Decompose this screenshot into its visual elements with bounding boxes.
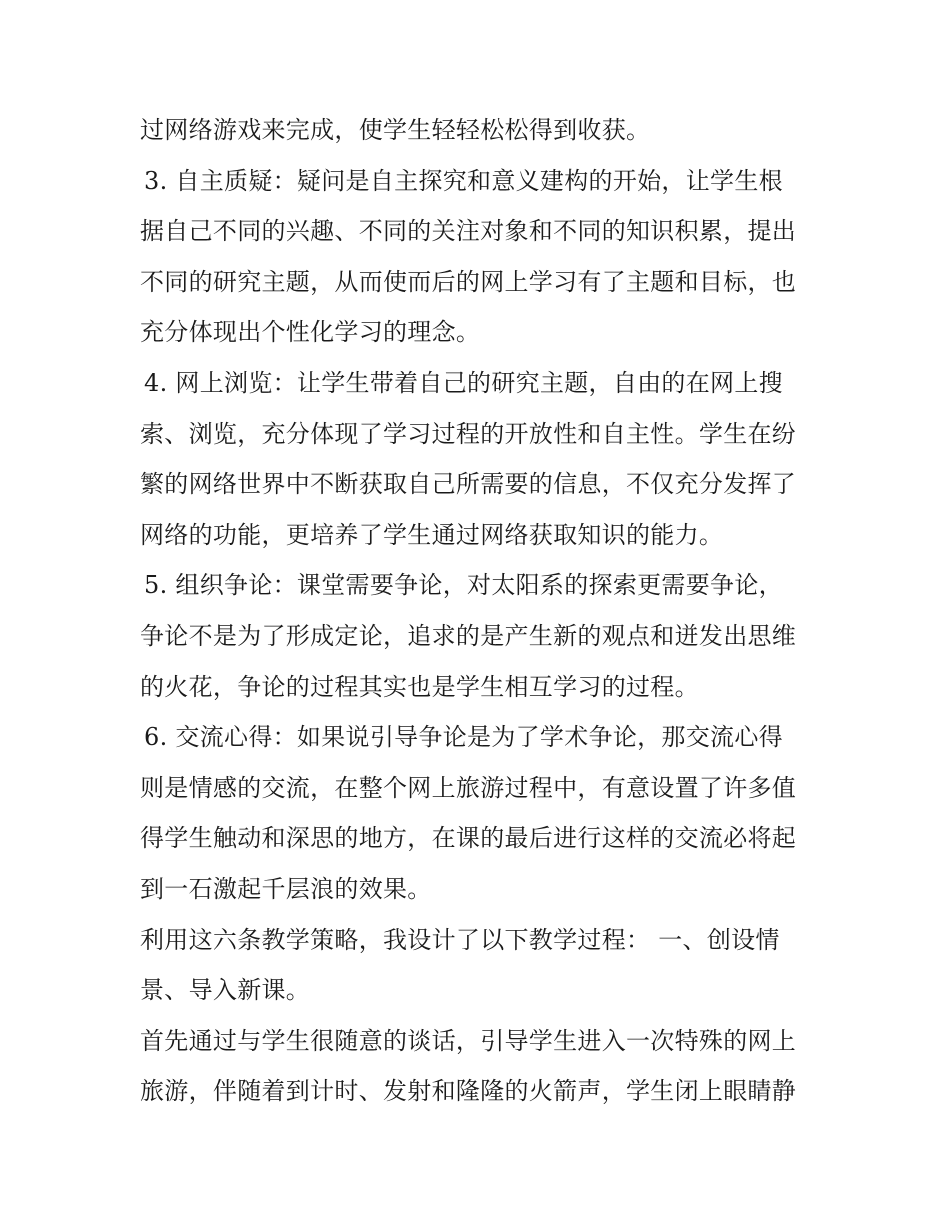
text-line: 过网络游戏来完成，使学生轻轻松松得到收获。: [140, 116, 651, 144]
text-line: 争论不是为了形成定论，追求的是产生新的观点和迸发出思维: [140, 621, 797, 650]
text-line: 首先通过与学生很随意的谈话，引导学生进入一次特殊的网上: [140, 1026, 797, 1055]
text-line: 索、浏览，充分体现了学习过程的开放性和自主性。学生在纷: [140, 419, 797, 448]
text-line: 利用这六条教学策略，我设计了以下教学过程： 一、创设情: [140, 925, 780, 954]
text-line: 到一石激起千层浪的效果。: [140, 874, 432, 903]
text-line: 不同的研究主题，从而使而后的网上学习有了主题和目标，也: [140, 267, 797, 296]
text-line: 充分体现出个性化学习的理念。: [140, 318, 481, 347]
text-line: 6. 交流心得：如果说引导争论是为了学术争论，那交流心得: [144, 723, 783, 752]
text-line: 4. 网上浏览：让学生带着自己的研究主题，自由的在网上搜: [144, 368, 783, 397]
document-body: [140, 105, 820, 1117]
text-line: 网络的功能，更培养了学生通过网络获取知识的能力。: [140, 520, 724, 549]
text-line: 繁的网络世界中不断获取自己所需要的信息，不仅充分发挥了: [140, 470, 797, 499]
text-line: 得学生触动和深思的地方，在课的最后进行这样的交流必将起: [140, 824, 797, 853]
text-line: 则是情感的交流，在整个网上旅游过程中，有意设置了许多值: [140, 773, 797, 802]
text-line: 的火花，争论的过程其实也是学生相互学习的过程。: [140, 672, 699, 701]
text-line: 旅游，伴随着到计时、发射和隆隆的火箭声，学生闭上眼睛静: [140, 1077, 797, 1106]
text-line: 5. 组织争论：课堂需要争论，对太阳系的探索更需要争论，: [144, 571, 783, 600]
text-line: 据自己不同的兴趣、不同的关注对象和不同的知识积累，提出: [140, 217, 797, 246]
text-line: 景、导入新课。: [140, 976, 311, 1005]
text-line: 3. 自主质疑：疑问是自主探究和意义建构的开始，让学生根: [144, 166, 783, 195]
